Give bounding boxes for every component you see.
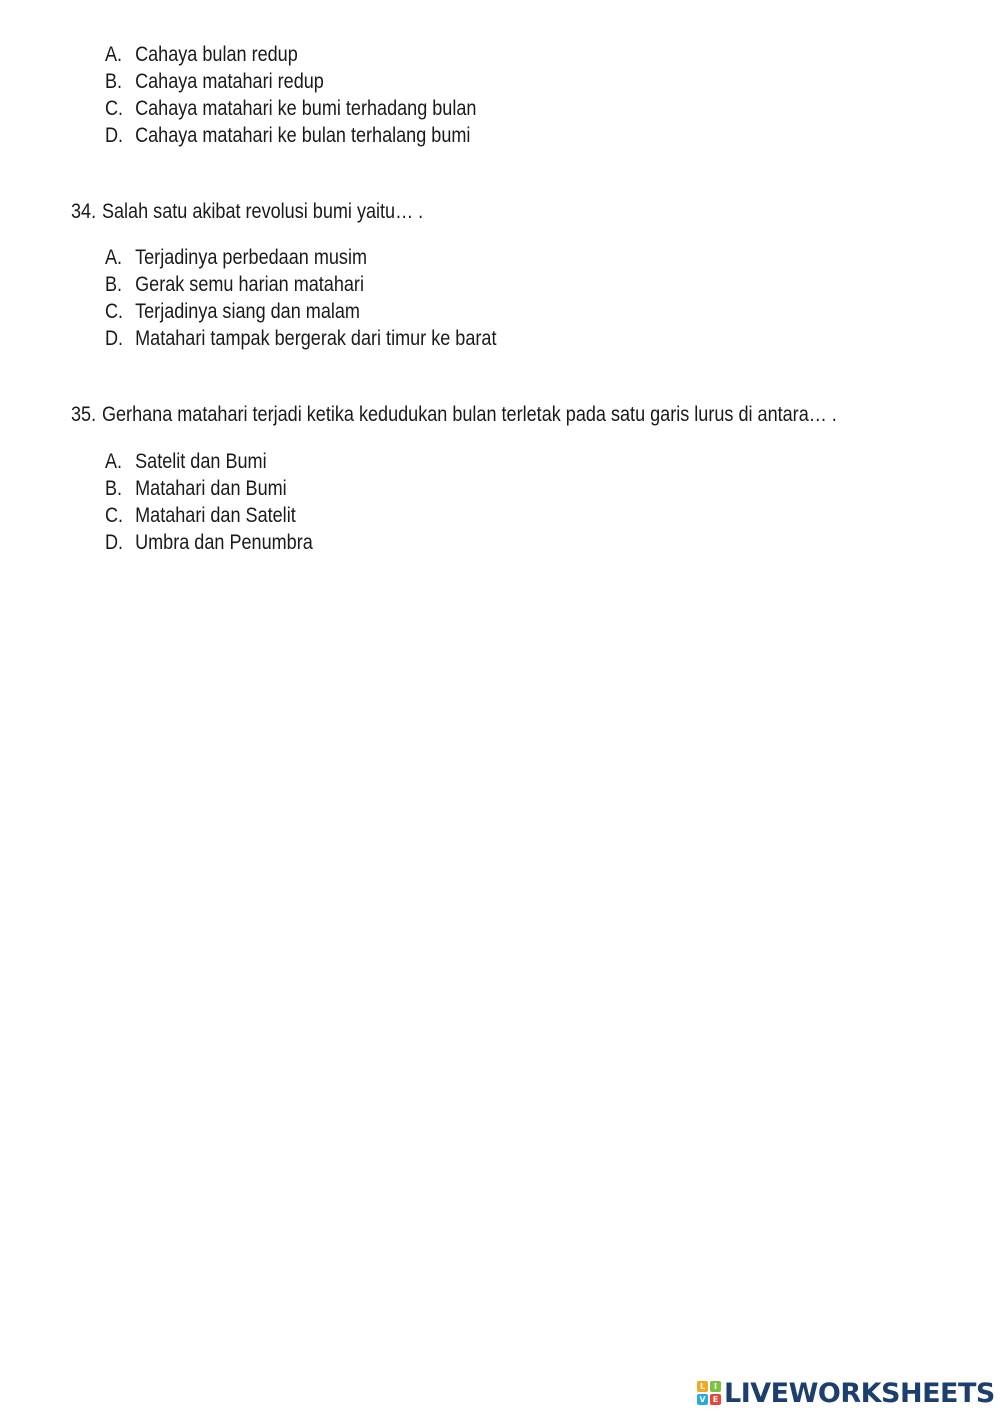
option-letter: C. <box>105 97 124 120</box>
logo-mark-cell-v: V <box>697 1394 708 1405</box>
option-text: Terjadinya perbedaan musim <box>135 246 368 269</box>
question-35-text <box>71 401 837 428</box>
option-letter: D. <box>105 531 124 554</box>
logo-mark-cell-e: E <box>710 1394 721 1405</box>
question-number: 34. <box>71 200 97 223</box>
question-34-option-a[interactable] <box>105 244 496 271</box>
option-text: Matahari dan Satelit <box>135 504 296 527</box>
option-text: Umbra dan Penumbra <box>135 531 313 554</box>
question-prompt: Salah satu akibat revolusi bumi yaitu… . <box>101 200 424 223</box>
question-34-options <box>105 244 560 352</box>
option-letter: A. <box>105 450 123 473</box>
question-33-options <box>105 41 537 149</box>
question-prompt: Gerhana matahari terjadi ketika kedudukan bulan terletak pada satu garis lurus di antara… . <box>101 403 837 426</box>
option-letter: B. <box>105 477 123 500</box>
option-letter: B. <box>105 70 123 93</box>
option-text: Cahaya matahari redup <box>135 70 324 93</box>
option-text: Cahaya matahari ke bulan terhalang bumi <box>135 124 471 147</box>
logo-text: LIVEWORKSHEETS <box>724 1377 995 1409</box>
logo-mark-icon <box>697 1381 721 1405</box>
question-33-option-a[interactable] <box>105 41 476 68</box>
question-34-text <box>71 198 423 225</box>
option-text: Satelit dan Bumi <box>135 450 267 473</box>
question-35-option-b[interactable] <box>105 475 313 502</box>
logo-mark-cell-i: I <box>710 1381 721 1392</box>
question-34-option-b[interactable] <box>105 271 496 298</box>
option-text: Matahari tampak bergerak dari timur ke barat <box>135 327 497 350</box>
question-33-option-b[interactable] <box>105 68 476 95</box>
option-letter: C. <box>105 504 124 527</box>
question-33-option-c[interactable] <box>105 95 476 122</box>
logo-mark-cell-l: L <box>697 1381 708 1392</box>
option-text: Cahaya matahari ke bumi terhadang bulan <box>135 97 477 120</box>
option-text: Matahari dan Bumi <box>135 477 287 500</box>
question-33-option-d[interactable] <box>105 122 476 149</box>
question-34-option-d[interactable] <box>105 325 496 352</box>
option-text: Terjadinya siang dan malam <box>135 300 360 323</box>
question-35-option-c[interactable] <box>105 502 313 529</box>
option-letter: D. <box>105 124 124 147</box>
option-letter: C. <box>105 300 124 323</box>
question-34-option-c[interactable] <box>105 298 496 325</box>
option-text: Gerak semu harian matahari <box>135 273 364 296</box>
option-text: Cahaya bulan redup <box>135 43 298 66</box>
question-35-options <box>105 448 347 556</box>
option-letter: A. <box>105 43 123 66</box>
option-letter: A. <box>105 246 123 269</box>
option-letter: D. <box>105 327 124 350</box>
liveworksheets-logo <box>697 1378 995 1408</box>
option-letter: B. <box>105 273 123 296</box>
question-35-option-a[interactable] <box>105 448 313 475</box>
question-number: 35. <box>71 403 97 426</box>
question-35-option-d[interactable] <box>105 529 313 556</box>
